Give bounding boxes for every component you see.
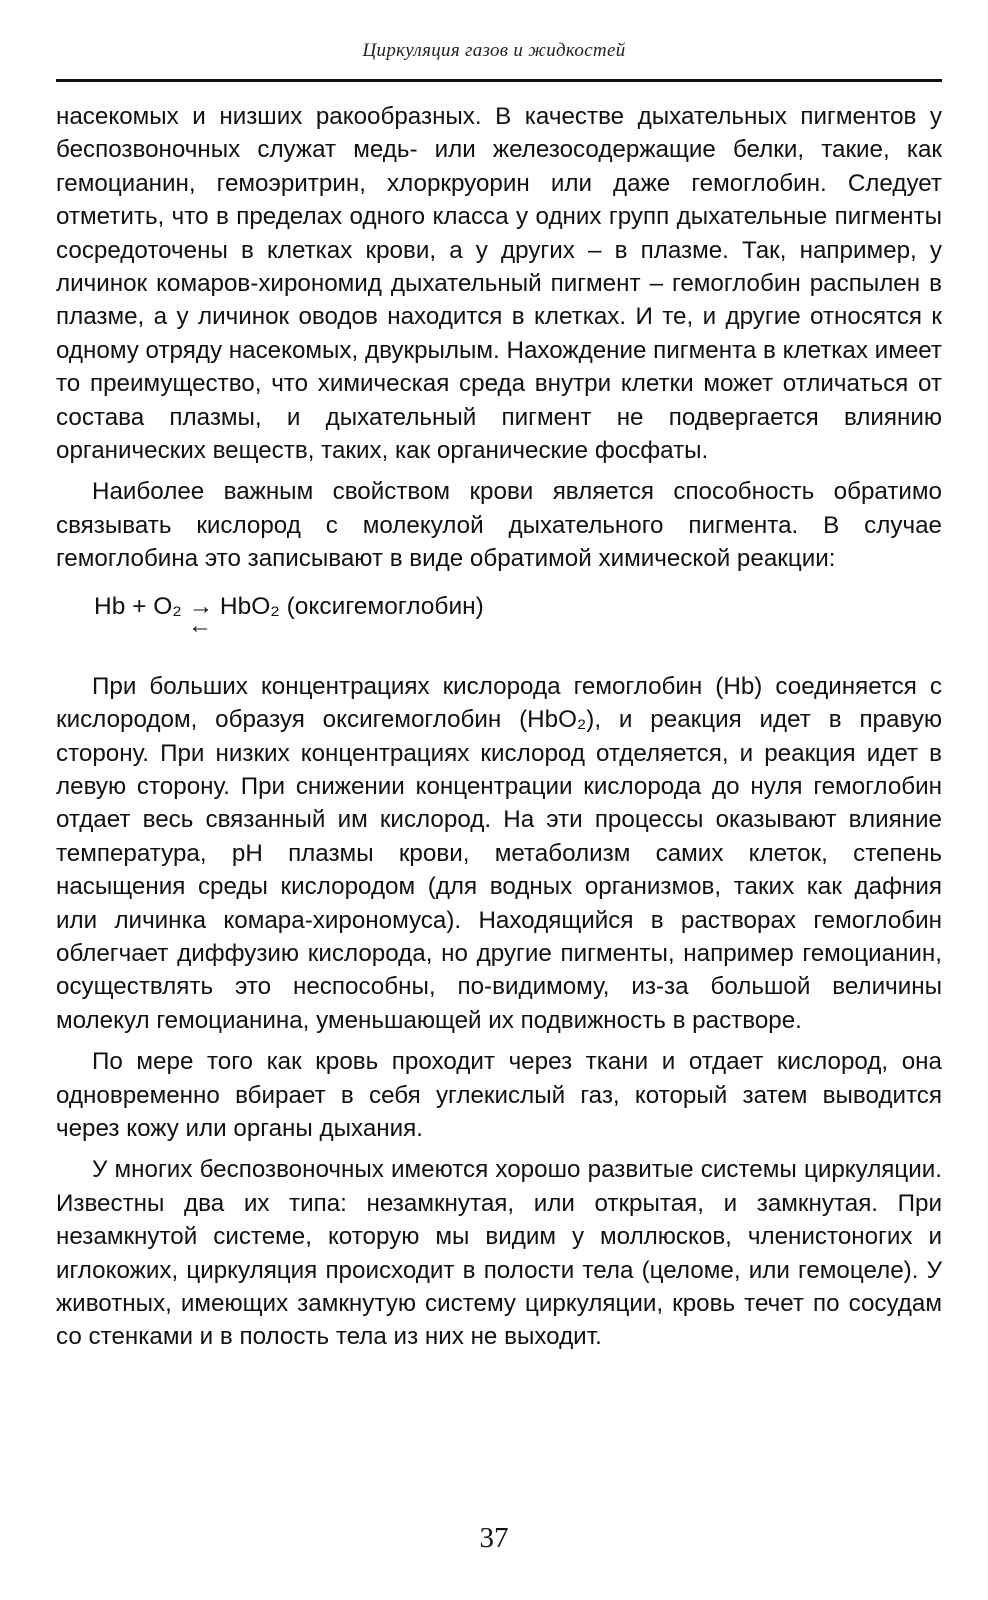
paragraph-2: Наиболее важным свойством крови является способность обратимо связывать кислород с молекулой дыхательного пигмента. В случае гемоглобина это записывают в виде обратимой химической реакции: (56, 478, 942, 573)
paragraph-3: При больших концентрациях кислорода гемоглобин (Hb) соединяется с кислородом, образуя оксигемоглобин (HbO₂), и реакция идет в правую сторону. При низких концентрациях кислород отделяется, и реакция идет в левую сторону. При снижении концентрации кислорода до нуля гемоглобин отдает весь связанный им кислород. На эти процессы оказывают влияние температура, pH плазмы крови, метаболизм самих клеток, степень насыщения среды кислородом (для водных организмов, таких как дафния или личинка комара-хирономуса). Находящийся в растворах гемоглобин облегчает диффузию кислорода, но другие пигменты, например гемоцианин, осуществлять это неспособны, по-видимому, из-за большой величины молекул гемоцианина, уменьшающей их подвижность в растворе. (56, 672, 942, 1034)
reaction-equation (94, 590, 942, 670)
paragraph-4: По мере того как кровь проходит через ткани и отдает кислород, она одновременно вбирает в себя углекислый газ, который затем выводится через кожу или органы дыхания. (56, 1048, 942, 1142)
paragraph-1: насекомых и низших ракообразных. В качестве дыхательных пигментов у беспозвоночных служат медь- или железосодержащие белки, такие, как гемоцианин, гемоэритрин, хлоркруорин или даже гемоглобин. Следует отметить, что в пределах одного класса у одних групп дыхательные пигменты сосредоточены в клетках крови, а у других – в плазме. Так, например, у личинок комаров-хирономид дыхательный пигмент – гемоглобин распылен в плазме, а у личинок оводов находится в клетках. И те, и другие относятся к одному отряду насекомых, двукрылым. Нахождение пигмента в клетках имеет то преимущество, что химическая среда внутри клетки может отличаться от состава плазмы, и дыхательный пигмент не подвергается влиянию органических веществ, таких, как органические фосфаты. (56, 103, 942, 465)
reverse-arrow-icon: ← (188, 611, 212, 639)
paragraph-5: У многих беспозвоночных имеются хорошо развитые системы циркуляции. Известны два их типа: незамкнутая, или открытая, и замкнутая. При незамкнутой системе, которую мы видим у моллюсков, членистоногих и иглокожих, циркуляция происходит в полости тела (целоме, или гемоцеле). У животных, имеющих замкнутую систему циркуляции, кровь течет по сосудам со стенками и в полость тела из них не выходит. (56, 1156, 942, 1351)
page-number: 37 (479, 1522, 509, 1554)
running-title: Циркуляция газов и жидкостей (362, 40, 626, 61)
header-rule (56, 79, 942, 82)
equation-forward: Hb + O₂ → HbO₂ (оксигемоглобин) (94, 592, 484, 620)
body-text (56, 100, 942, 1354)
